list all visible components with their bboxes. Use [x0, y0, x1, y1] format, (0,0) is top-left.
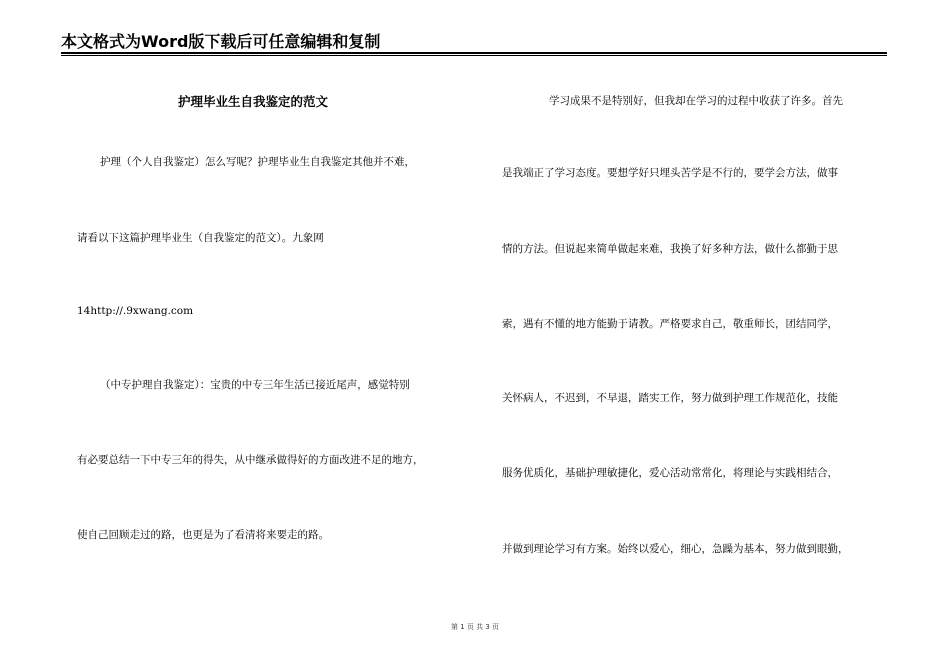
- left-line-5: 有必要总结一下中专三年的得失，从中继承做得好的方面改进不足的地方，: [77, 454, 424, 466]
- right-line-5: 关怀病人，不迟到，不早退，踏实工作，努力做到护理工作规范化，技能: [502, 392, 838, 404]
- right-line-4: 索，遇有不懂的地方能勤于请教。严格要求自己，敬重师长，团结同学，: [502, 318, 838, 330]
- header-rule-thin: [61, 55, 887, 56]
- left-line-6: 使自己回顾走过的路，也更是为了看清将来要走的路。: [77, 529, 329, 541]
- document-title: 护理毕业生自我鉴定的范文: [178, 94, 329, 109]
- right-line-2: 是我端正了学习态度。要想学好只埋头苦学是不行的，要学会方法，做事: [502, 167, 838, 179]
- left-line-1: 护理（个人自我鉴定）怎么写呢？护理毕业生自我鉴定其他并不难，: [100, 156, 415, 168]
- right-line-6: 服务优质化，基础护理敏捷化，爱心活动常常化，将理论与实践相结合，: [502, 467, 838, 479]
- left-line-3: 14http://.9xwang.com: [77, 305, 194, 317]
- header-rule-thick: [61, 52, 887, 54]
- left-line-4: （中专护理自我鉴定）：宝贵的中专三年生活已接近尾声，感觉特别: [100, 379, 410, 391]
- header-banner: 本文格式为Word版下载后可任意编辑和复制: [61, 32, 381, 51]
- right-line-1: 学习成果不是特别好，但我却在学习的过程中收获了许多。首先: [549, 95, 843, 107]
- page-footer: 第 1 页 共 3 页: [450, 623, 500, 631]
- left-line-2: 请看以下这篇护理毕业生（自我鉴定的范文）。九象网: [77, 232, 324, 244]
- right-line-3: 情的方法。但说起来简单做起来难，我换了好多种方法，做什么都勤于思: [502, 243, 838, 255]
- right-line-7: 并做到理论学习有方案。始终以爱心，细心，急躁为基本，努力做到眼勤，: [502, 543, 849, 555]
